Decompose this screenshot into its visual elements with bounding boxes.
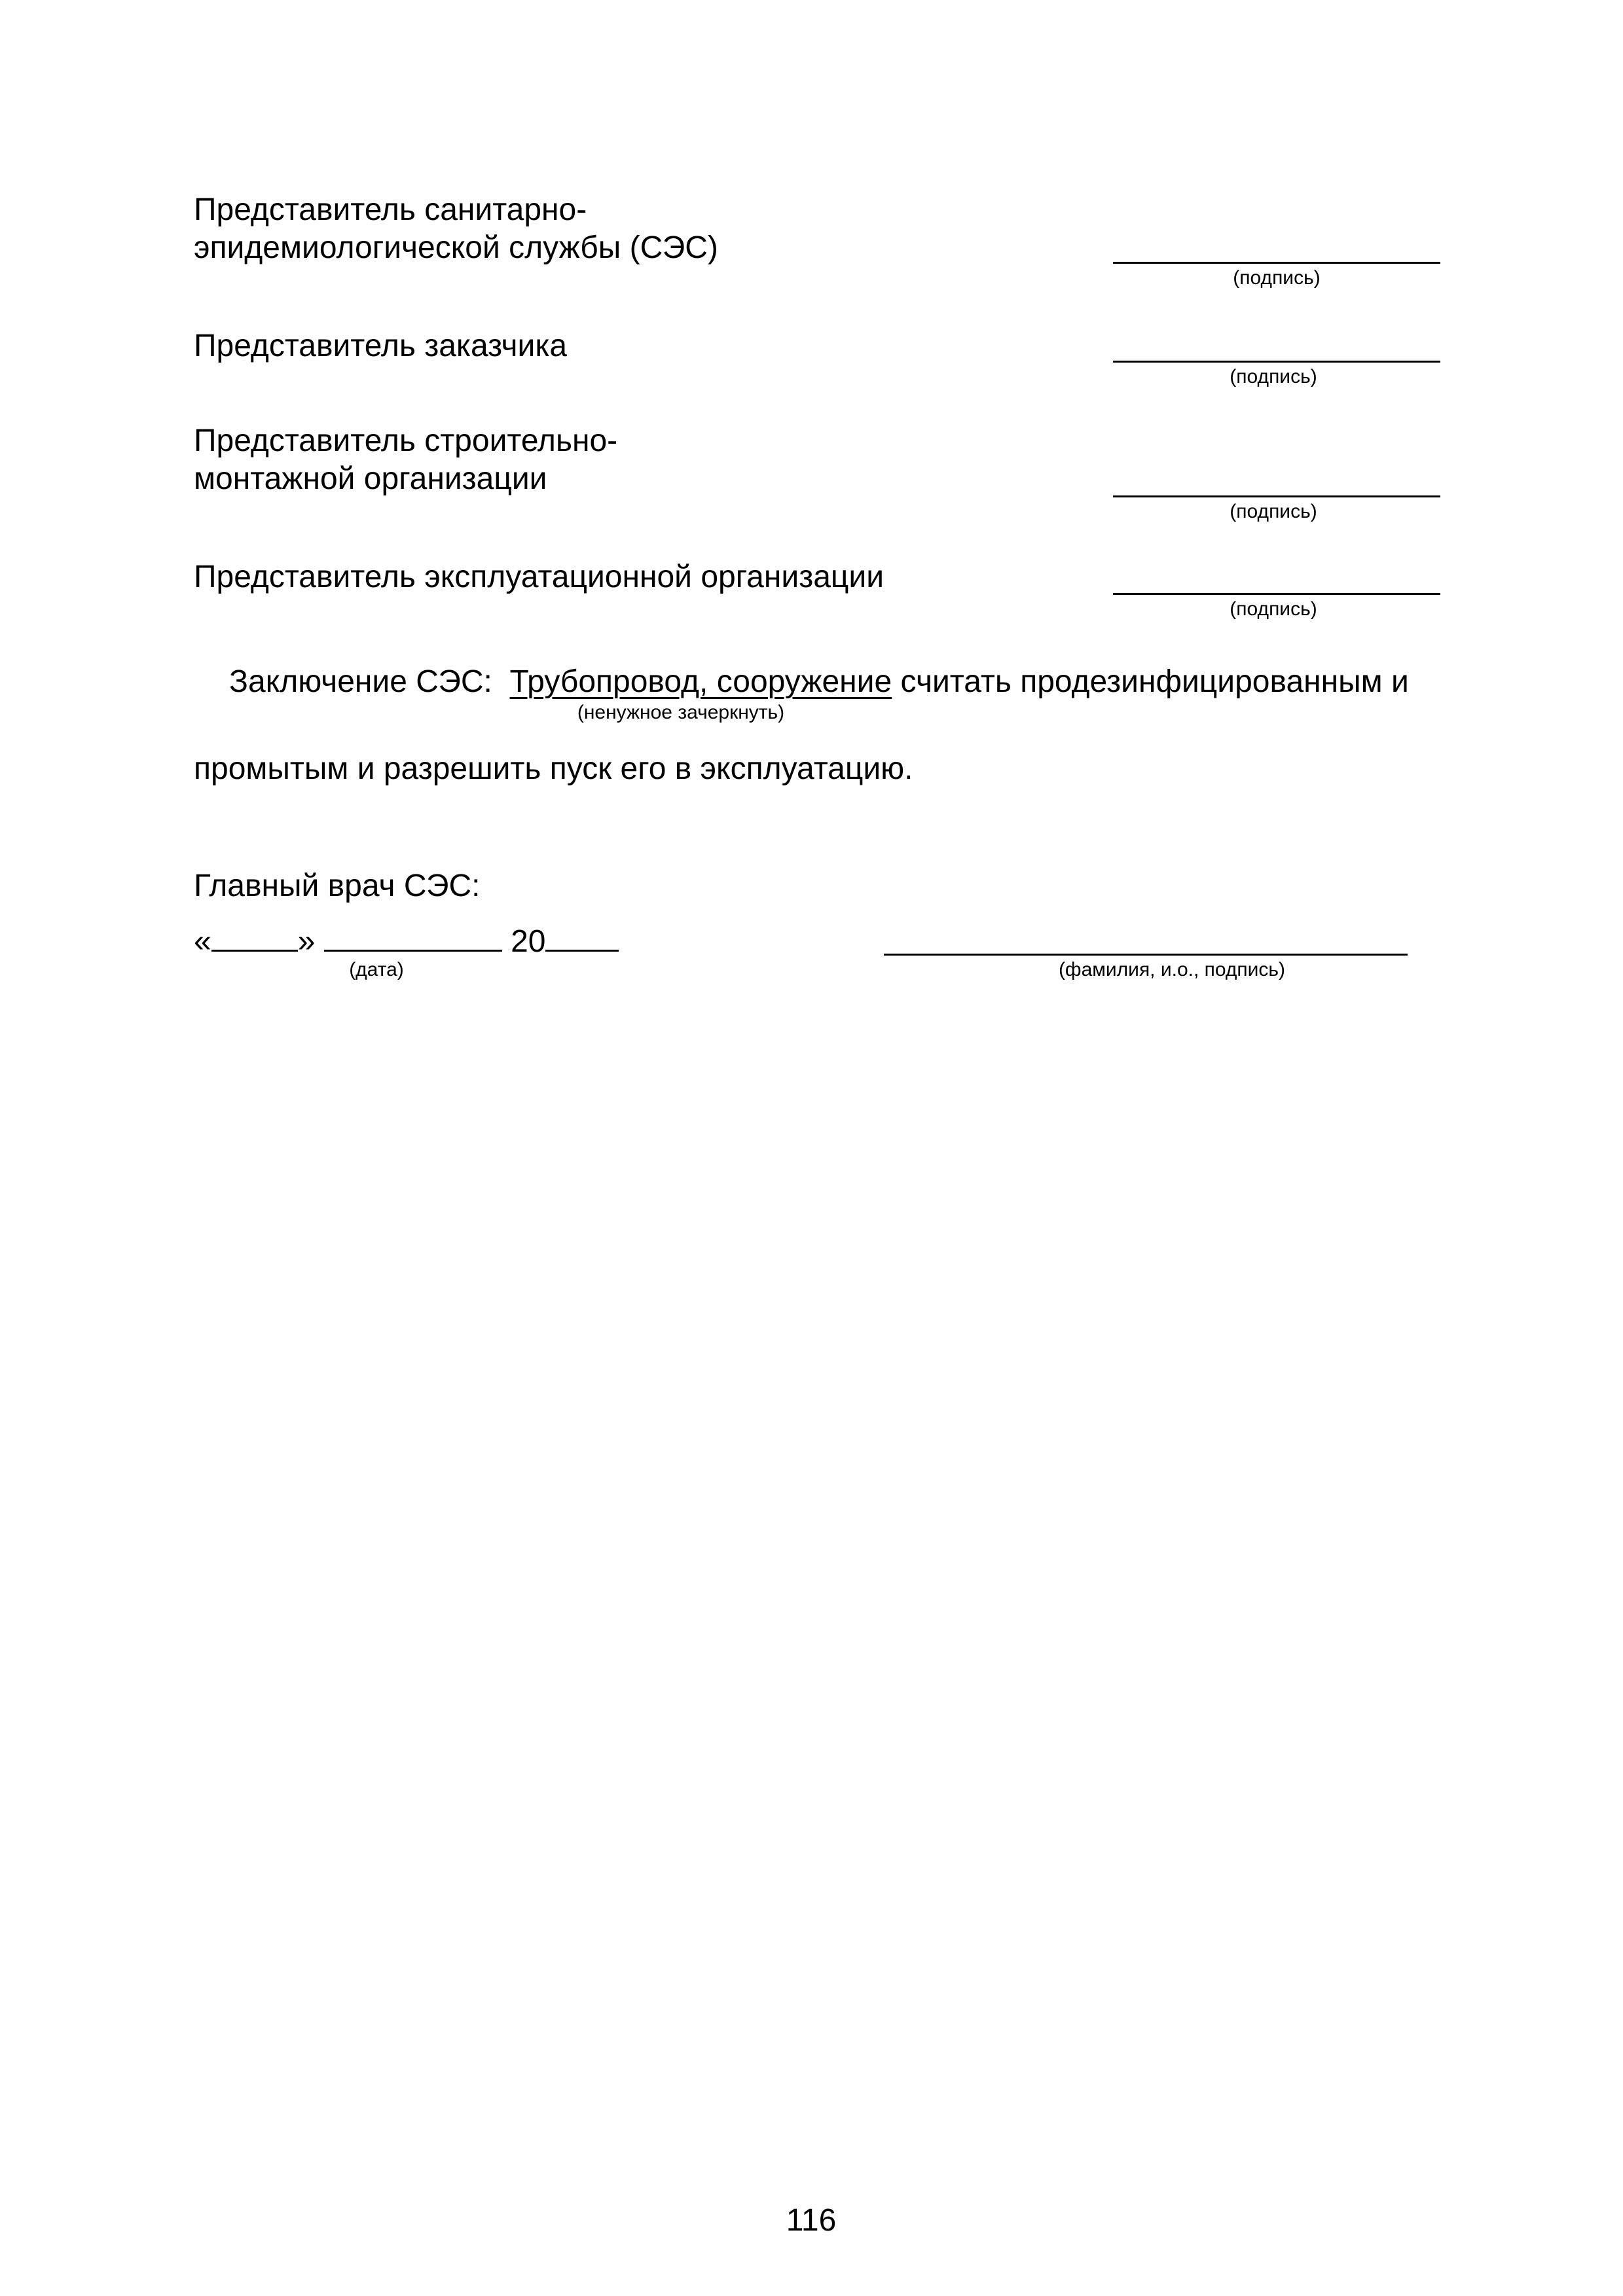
conclusion-line2: промытым и разрешить пуск его в эксплуатацию. bbox=[194, 751, 913, 786]
ses-rep-label-line1: Представитель санитарно- bbox=[194, 192, 587, 227]
date-hint: (дата) bbox=[349, 959, 404, 980]
quote-close: » bbox=[297, 924, 316, 959]
construction-rep-signature-hint: (подпись) bbox=[1230, 501, 1317, 522]
date-field-row bbox=[194, 923, 619, 961]
customer-rep-label: Представитель заказчика bbox=[194, 329, 568, 363]
conclusion-line1 bbox=[229, 663, 1409, 701]
conclusion-lead: Заключение СЭС: bbox=[229, 664, 492, 699]
construction-rep-signature-line[interactable] bbox=[1113, 495, 1440, 497]
construction-rep-label-line2: монтажной организации bbox=[194, 461, 547, 496]
customer-rep-signature-hint: (подпись) bbox=[1230, 366, 1317, 387]
quote-open: « bbox=[194, 924, 211, 959]
ses-rep-label-line2: эпидемиологической службы (СЭС) bbox=[194, 230, 718, 265]
customer-rep-signature-line[interactable] bbox=[1113, 361, 1440, 363]
page-number: 116 bbox=[786, 2203, 837, 2238]
operating-rep-signature-line[interactable] bbox=[1113, 593, 1440, 595]
chief-signature-hint: (фамилия, и.о., подпись) bbox=[1058, 959, 1286, 980]
conclusion-options-hint: (ненужное зачеркнуть) bbox=[577, 702, 785, 723]
month-blank[interactable] bbox=[324, 924, 502, 952]
year-prefix: 20 bbox=[511, 924, 546, 959]
operating-rep-label: Представитель эксплуатационной организации bbox=[194, 560, 884, 594]
conclusion-rest: считать продезинфицированным и bbox=[900, 664, 1409, 699]
construction-rep-label-line1: Представитель строительно- bbox=[194, 423, 618, 458]
ses-rep-signature-hint: (подпись) bbox=[1233, 267, 1321, 289]
ses-rep-signature-line[interactable] bbox=[1113, 262, 1440, 264]
year-blank[interactable] bbox=[545, 924, 619, 952]
day-blank[interactable] bbox=[211, 924, 298, 952]
operating-rep-signature-hint: (подпись) bbox=[1230, 598, 1317, 620]
conclusion-options: Трубопровод, сооружение bbox=[509, 664, 892, 699]
chief-doctor-title: Главный врач СЭС: bbox=[194, 869, 481, 903]
chief-signature-line[interactable] bbox=[884, 954, 1408, 956]
